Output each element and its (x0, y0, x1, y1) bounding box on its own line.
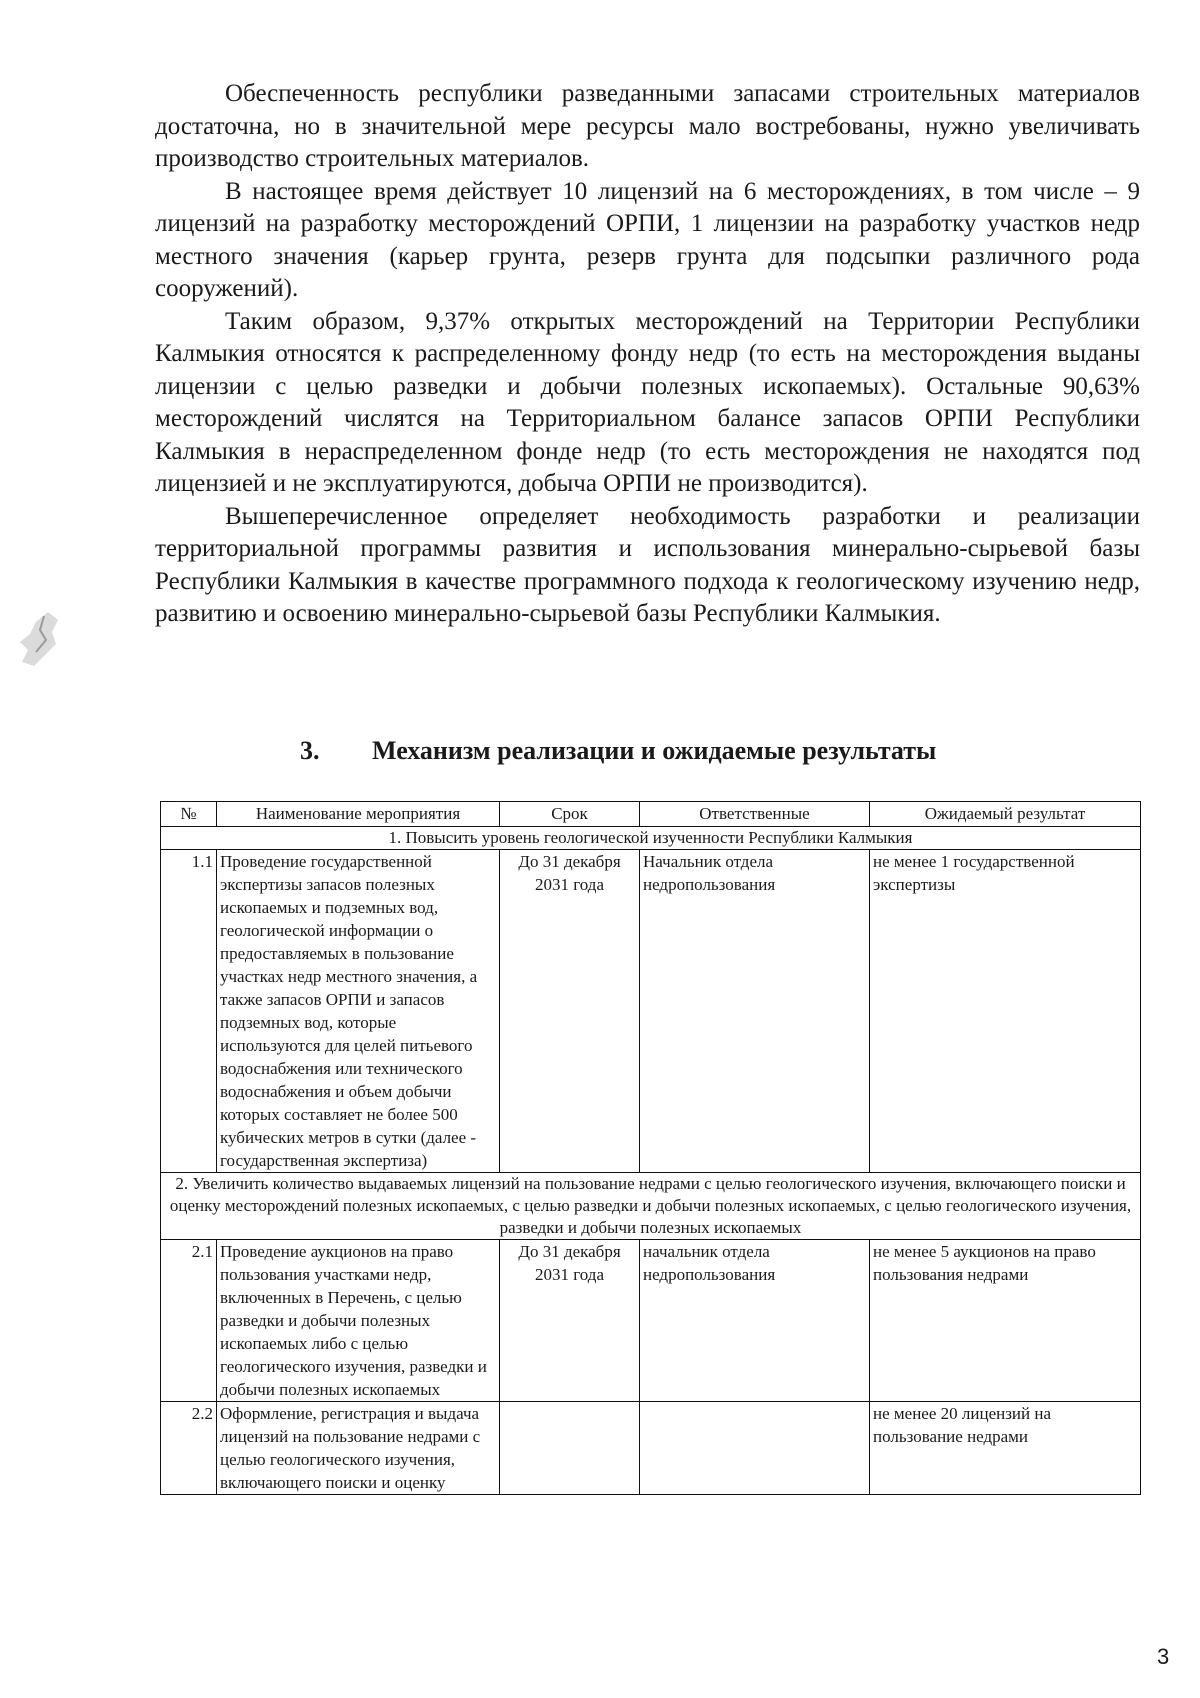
table-row (161, 1402, 1141, 1495)
row-name: Оформление, регистрация и выдача лицензий на пользование недрами с целью геологического изучения, включающего поиски и оценку (217, 1402, 500, 1495)
row-responsible: начальник отдела недропользования (640, 1240, 870, 1402)
table-group-row (161, 827, 1141, 850)
table-row (161, 1240, 1141, 1402)
section-title: Механизм реализации и ожидаемые результаты (372, 736, 937, 765)
row-responsible (640, 1402, 870, 1495)
row-num: 2.1 (161, 1240, 217, 1402)
body-text (155, 78, 1140, 631)
header-responsible: Ответственные (640, 802, 870, 827)
section-heading (300, 736, 936, 766)
header-name: Наименование мероприятия (217, 802, 500, 827)
paragraph: Обеспеченность республики разведанными запасами строительных материалов достаточна, но в значительной мере ресурсы мало востребованы, нужно увеличивать производство строительных материалов. (155, 80, 1140, 172)
row-responsible: Начальник отдела недропользования (640, 850, 870, 1173)
row-term (500, 1402, 640, 1495)
row-num: 2.2 (161, 1402, 217, 1495)
section-number: 3. (300, 736, 320, 765)
row-num: 1.1 (161, 850, 217, 1173)
row-term: До 31 декабря 2031 года (500, 1240, 640, 1402)
row-result: не менее 5 аукционов на право пользования недрами (870, 1240, 1141, 1402)
paragraph: В настоящее время действует 10 лицензий на 6 месторождениях, в том числе – 9 лицензий на разработку месторождений ОРПИ, 1 лицензии на разработку участков недр местного значения (карьер грунта, резерв грунта для подсыпки различного рода сооружений). (155, 177, 1140, 302)
header-term: Срок (500, 802, 640, 827)
measures-table (160, 801, 1141, 1495)
paragraph: Вышеперечисленное определяет необходимость разработки и реализации территориальной программы развития и использования минерально-сырьевой базы Республики Калмыкия в качестве программного подхода к геологическому изучению недр, развитию и освоению минерально-сырьевой базы Республики Калмыкия. (155, 502, 1140, 627)
header-num: № (161, 802, 217, 827)
page-number: 3 (1157, 1644, 1170, 1669)
row-result: не менее 20 лицензий на пользование недрами (870, 1402, 1141, 1495)
row-name: Проведение аукционов на право пользования участками недр, включенных в Перечень, с целью разведки и добычи полезных ископаемых либо с целью геологического изучения, разведки и добычи полезных ископаемых (217, 1240, 500, 1402)
table-header-row (161, 802, 1141, 827)
row-term: До 31 декабря 2031 года (500, 850, 640, 1173)
group-heading-2: 2. Увеличить количество выдаваемых лицензий на пользование недрами с целью геологического изучения, включающего поиски и оценку месторождений полезных ископаемых, с целью разведки и добычи полезных ископаемых, с целью геологического изучения, разведки и добычи полезных ископаемых (161, 1173, 1141, 1240)
scan-artifact-mark (14, 606, 64, 670)
table-row (161, 850, 1141, 1173)
header-result: Ожидаемый результат (870, 802, 1141, 827)
group-heading-1: 1. Повысить уровень геологической изученности Республики Калмыкия (161, 827, 1141, 850)
row-name: Проведение государственной экспертизы запасов полезных ископаемых и подземных вод, геологической информации о предоставляемых в пользование участках недр местного значения, а также запасов ОРПИ и запасов подземных вод, которые используются для целей питьевого водоснабжения или технического водоснабжения и объем добычи которых составляет не более 500 кубических метров в сутки (далее - государственная экспертиза) (217, 850, 500, 1173)
paragraph: Таким образом, 9,37% открытых месторождений на Территории Республики Калмыкия относятся к распределенному фонду недр (то есть на месторождения выданы лицензии с целью разведки и добычи полезных ископаемых). Остальные 90,63% месторождений числятся на Территориальном балансе запасов ОРПИ Республики Калмыкия в нераспределенном фонде недр (то есть месторождения не находятся под лицензией и не эксплуатируются, добыча ОРПИ не производится). (155, 307, 1140, 497)
table-group-row (161, 1173, 1141, 1240)
row-result: не менее 1 государственной экспертизы (870, 850, 1141, 1173)
